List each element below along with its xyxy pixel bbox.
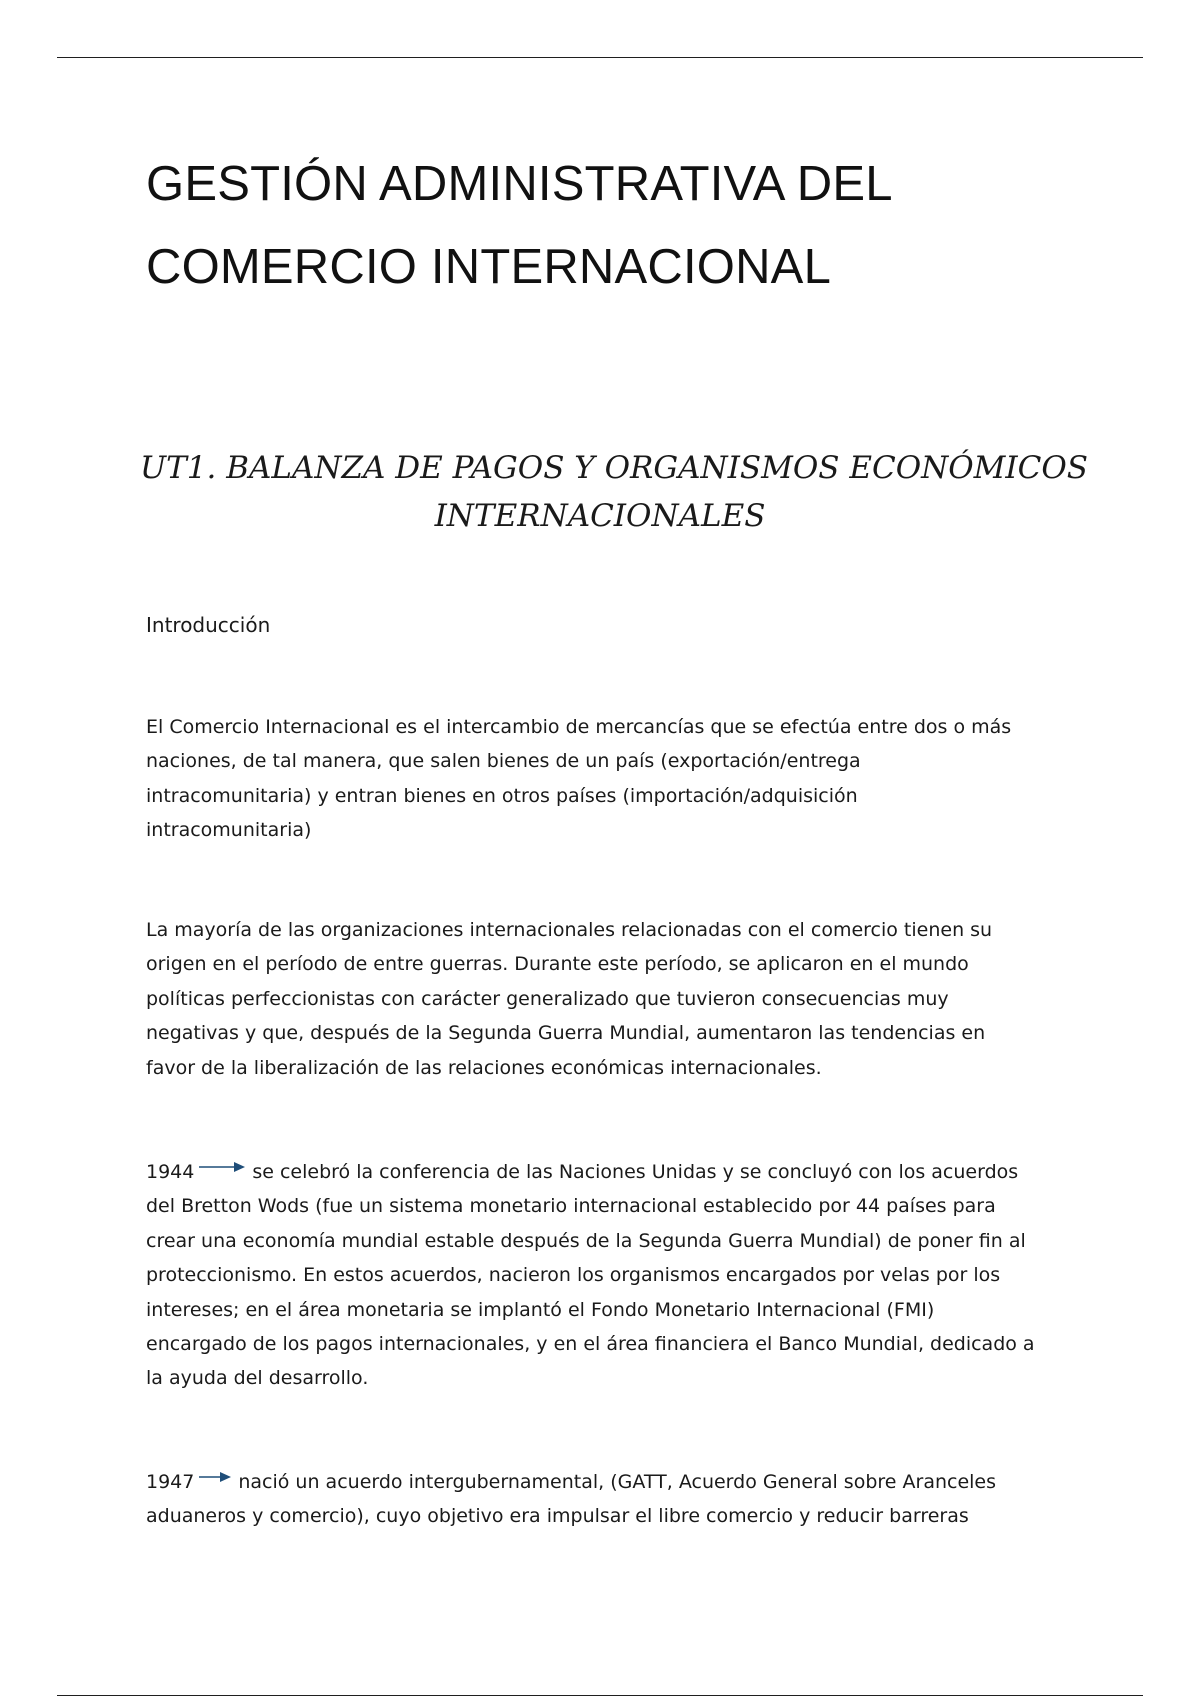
subtitle-line: INTERNACIONALES [434,498,766,534]
title-line: GESTIÓN ADMINISTRATIVA DEL [146,157,893,211]
document-title [146,143,1106,309]
text-line [146,1465,1086,1499]
text-line: políticas perfeccionistas con carácter generalizado que tuvieron consecuencias muy [146,987,949,1010]
text-line: intereses; en el área monetaria se implantó el Fondo Monetario Internacional (FMI) [146,1298,935,1321]
text-line: del Bretton Wods (fue un sistema monetario internacional establecido por 44 países para [146,1195,996,1218]
top-rule [57,57,1143,58]
text-line: encargado de los pagos internacionales, y en el área financiera el Banco Mundial, dedicado a [146,1333,1035,1356]
text-line: La mayoría de las organizaciones internacionales relacionadas con el comercio tienen su [146,919,993,941]
right-arrow-icon [198,1160,246,1174]
text-line: intracomunitaria) y entran bienes en otros países (importación/adquisición [146,784,858,807]
intro-heading: Introducción [146,613,271,637]
text-line: crear una economía mundial estable después de la Segunda Guerra Mundial) de poner fin al [146,1229,1026,1252]
paragraph-organizaciones [146,913,1086,1085]
text-line: origen en el período de entre guerras. Durante este período, se aplicaron en el mundo [146,953,969,976]
text-line: negativas y que, después de la Segunda Guerra Mundial, aumentaron las tendencias en [146,1022,986,1045]
year-label: 1944 [146,1161,195,1183]
text-line: favor de la liberalización de las relaciones económicas internacionales. [146,1056,822,1079]
text-fragment: se celebró la conferencia de las Naciones Unidas y se concluyó con los acuerdos [252,1161,1019,1183]
right-arrow-icon [198,1470,232,1484]
text-fragment: nació un acuerdo intergubernamental, (GATT, Acuerdo General sobre Aranceles [238,1471,997,1493]
text-line: aduaneros y comercio), cuyo objetivo era impulsar el libre comercio y reducir barreras [146,1505,969,1528]
paragraph-1944 [146,1155,1086,1396]
text-line: proteccionismo. En estos acuerdos, nacieron los organismos encargados por velas por los [146,1264,1001,1287]
bottom-rule [57,1695,1143,1696]
text-line: la ayuda del desarrollo. [146,1367,369,1390]
text-line: El Comercio Internacional es el intercambio de mercancías que se efectúa entre dos o más [146,716,1012,738]
unit-subtitle [140,444,1089,540]
paragraph-1947 [146,1465,1086,1534]
text-line [146,1155,1086,1189]
subtitle-line: UT1. BALANZA DE PAGOS Y ORGANISMOS ECONÓMICOS [140,450,1089,486]
paragraph-comercio-internacional [146,710,1086,848]
title-line: COMERCIO INTERNACIONAL [146,240,832,294]
text-line: intracomunitaria) [146,819,312,842]
year-label: 1947 [146,1471,195,1493]
text-line: naciones, de tal manera, que salen bienes de un país (exportación/entrega [146,750,861,773]
